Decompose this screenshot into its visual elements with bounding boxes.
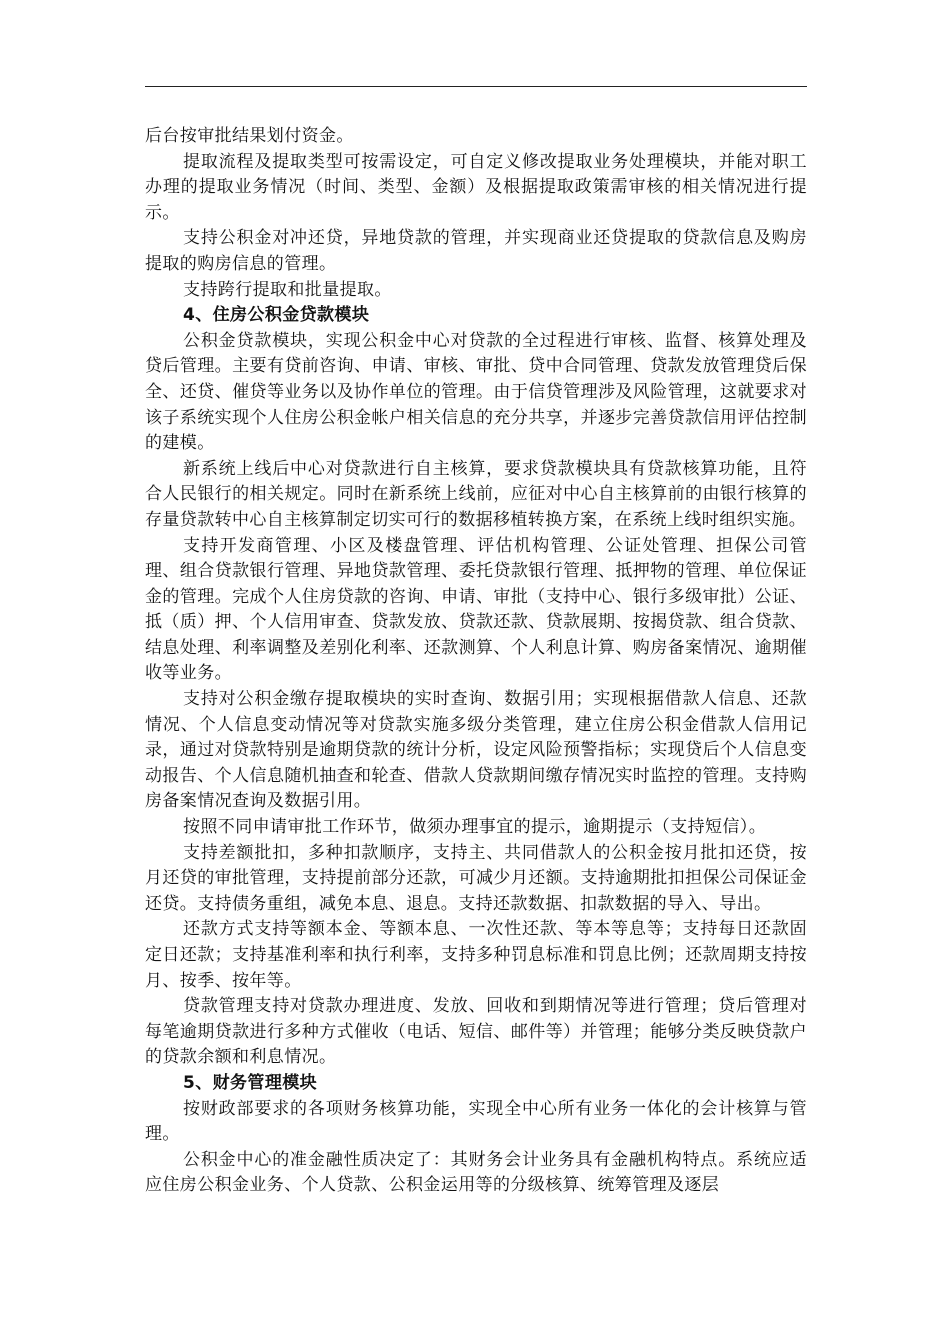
paragraph-offset-repayment: 支持公积金对冲还贷，异地贷款的管理，并实现商业还贷提取的贷款信息及购房提取的购房信息的管理。	[145, 228, 807, 274]
paragraph-developer-management: 支持开发商管理、小区及楼盘管理、评估机构管理、公证处管理、担保公司管理、组合贷款银行管理、异地贷款管理、委托贷款银行管理、抵押物的管理、单位保证金的管理。完成个人住房贷款的咨询、申请、审批（支持中心、银行多级审批）公证、抵（质）押、个人信用审查、贷款发放、贷款还款、贷款展期、按揭贷款、组合贷款、结息处理、利率调整及差别化利率、还款测算、个人利息计算、购房备案情况、逾期催收等业务。	[145, 535, 807, 684]
section-heading-finance-module: 5、财务管理模块	[183, 1072, 318, 1093]
paragraph-self-accounting: 新系统上线后中心对贷款进行自主核算，要求贷款模块具有贷款核算功能，且符合人民银行的相关规定。同时在新系统上线前，应征对中心自主核算前的由银行核算的存量贷款转中心自主核算制定切实可行的数据移植转换方案，在系统上线时组织实施。	[145, 458, 807, 530]
paragraph-loan-management: 贷款管理支持对贷款办理进度、发放、回收和到期情况等进行管理；贷后管理对每笔逾期贷款进行多种方式催收（电话、短信、邮件等）并管理；能够分类反映贷款户的贷款余额和利息情况。	[145, 996, 807, 1068]
paragraph-withdrawal-process: 提取流程及提取类型可按需设定，可自定义修改提取业务处理模块，并能对职工办理的提取业务情况（时间、类型、金额）及根据提取政策需审核的相关情况进行提示。	[145, 151, 807, 223]
header-rule	[145, 86, 807, 87]
paragraph-approval-reminder: 按照不同申请审批工作环节，做须办理事宜的提示，逾期提示（支持短信）。	[183, 817, 767, 838]
section-heading-loan-module: 4、住房公积金贷款模块	[183, 305, 370, 326]
paragraph-batch-deduction: 支持差额批扣，多种扣款顺序，支持主、共同借款人的公积金按月批扣还贷，按月还贷的审批管理，支持提前部分还款，可减少月还额。支持逾期批扣担保公司保证金还贷。支持债务重组，减免本息、退息。支持还款数据、扣款数据的导入、导出。	[145, 842, 807, 914]
paragraph-cross-bank: 支持跨行提取和批量提取。	[183, 279, 392, 300]
paragraph-continued: 后台按审批结果划付资金。	[145, 126, 354, 146]
paragraph-loan-overview: 公积金贷款模块，实现公积金中心对贷款的全过程进行审核、监督、核算处理及贷后管理。主要有贷前咨询、申请、审核、审批、贷中合同管理、贷款发放管理贷后保全、还贷、催贷等业务以及协作单位的管理。由于信贷管理涉及风险管理，这就要求对该子系统实现个人住房公积金帐户相关信息的充分共享，并逐步完善贷款信用评估控制的建模。	[145, 330, 807, 454]
paragraph-finance-accounting: 按财政部要求的各项财务核算功能，实现全中心所有业务一体化的会计核算与管理。	[145, 1098, 807, 1145]
paragraph-quasi-financial: 公积金中心的准金融性质决定了：其财务会计业务具有金融机构特点。系统应适应住房公积金业务、个人贷款、公积金运用等的分级核算、统筹管理及逐层	[145, 1149, 807, 1196]
paragraph-repayment-methods: 还款方式支持等额本金、等额本息、一次性还款、等本等息等；支持每日还款固定日还款；支持基准利率和执行利率，支持多种罚息标准和罚息比例；还款周期支持按月、按季、按年等。	[145, 919, 807, 991]
paragraph-realtime-query: 支持对公积金缴存提取模块的实时查询、数据引用；实现根据借款人信息、还款情况、个人信息变动情况等对贷款实施多级分类管理，建立住房公积金借款人信用记录，通过对贷款特别是逾期贷款的统计分析，设定风险预警指标；实现贷后个人信息变动报告、个人信息随机抽查和轮查、借款人贷款期间缴存情况实时监控的管理。支持购房备案情况查询及数据引用。	[145, 689, 807, 812]
document-body	[145, 124, 807, 1199]
